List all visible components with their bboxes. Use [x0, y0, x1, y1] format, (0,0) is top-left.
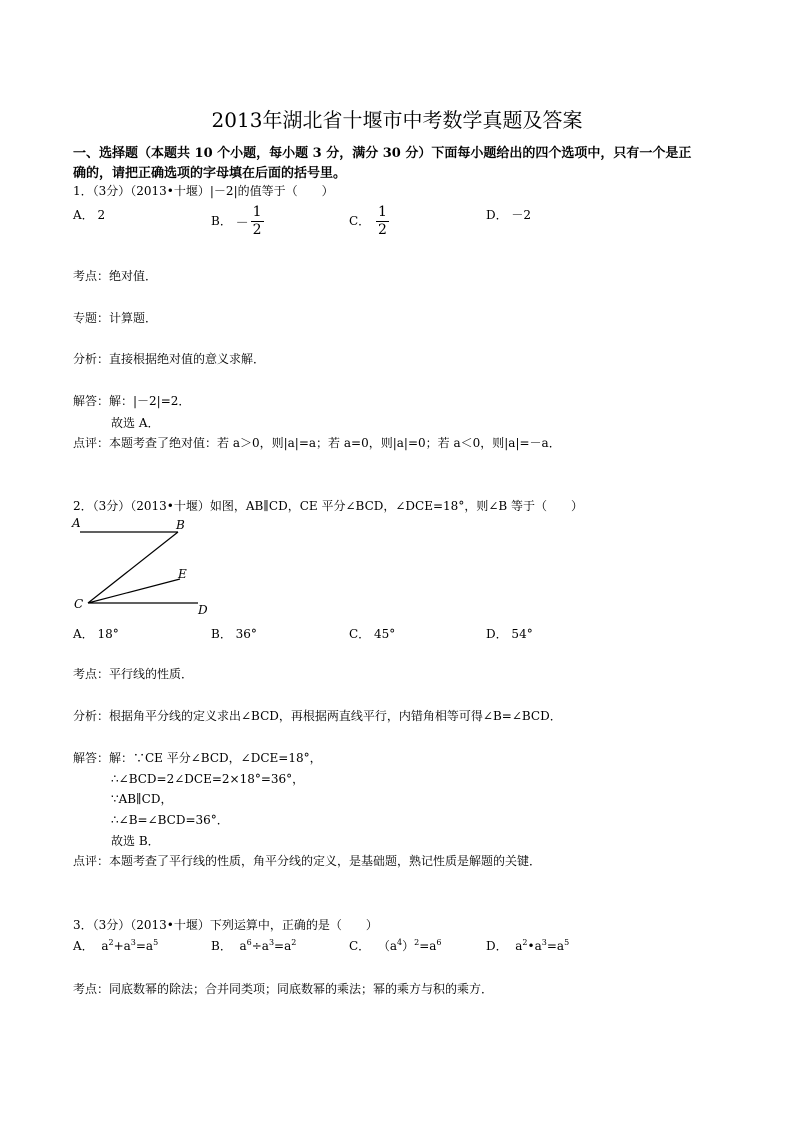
q3-c-base3: =a [419, 939, 437, 953]
section-intro-line2: 确的，请把正确选项的字母填在后面的括号里。 [73, 166, 347, 181]
q2-fenxi: 分析：根据角平分线的定义求出∠BCD，再根据两直线平行，内错角相等可得∠B=∠BCD． [73, 709, 562, 723]
q3-c-base1: （a [377, 939, 397, 953]
q2-kaodian: 考点：平行线的性质． [73, 667, 194, 681]
q3-b-exp3: 2 [291, 938, 297, 947]
q3-stem: 3．（3分）（2013•十堰）下列运算中，正确的是（ ） [73, 918, 378, 932]
q2-jieda-line1: 解答：解：∵CE 平分∠BCD，∠DCE=18°， [73, 751, 322, 765]
q1-stem: 1．（3分）（2013•十堰）|－2|的值等于（ ） [73, 184, 334, 198]
q3-a-exp2: 3 [130, 938, 136, 947]
q3-b-exp1: 6 [246, 938, 252, 947]
q3-b-base2: ÷a [251, 939, 269, 953]
point-label-a: A [72, 516, 81, 530]
q3-c-exp2: 2 [414, 938, 420, 947]
q3-c-exp1: 4 [396, 938, 403, 947]
q1-option-c-denominator: 2 [378, 222, 387, 238]
q2-jieda-line5: 故选 B． [111, 834, 160, 848]
q2-jieda-line2: ∴∠BCD=2∠DCE=2×18°=36°， [111, 772, 305, 786]
page-title: 2013年湖北省十堰市中考数学真题及答案 [211, 108, 583, 132]
q3-option-d-label: D． [486, 939, 508, 953]
q1-option-b-fraction [251, 204, 264, 239]
segment-bc [88, 532, 178, 603]
q3-a-base1: a [101, 939, 109, 953]
q2-jieda-line3: ∵AB∥CD， [111, 792, 173, 806]
q1-jieda-line1: 解答：解：|－2|=2． [73, 394, 191, 408]
q1-option-c-numerator: 1 [378, 204, 387, 220]
point-label-e: E [178, 567, 187, 581]
q2-option-a: A． 18° [73, 627, 119, 641]
q3-d-exp3: 5 [564, 938, 570, 947]
q3-d-base2: •a [527, 939, 542, 953]
q3-d-base3: =a [546, 939, 565, 953]
q1-option-d: D． －2 [486, 208, 532, 222]
q2-option-b: B． 36° [211, 627, 257, 641]
q2-option-c: C． 45° [349, 627, 396, 641]
point-label-b: B [176, 518, 185, 532]
q1-zhuanti: 专题：计算题． [73, 311, 158, 325]
q3-option-a-label: A． [73, 939, 94, 953]
q3-option-a [73, 937, 158, 954]
q1-kaodian: 考点：绝对值． [73, 269, 158, 283]
q3-d-exp1: 2 [522, 938, 528, 947]
q3-c-paren: ） [402, 939, 415, 953]
q3-b-base1: a [239, 939, 247, 953]
q1-jieda-line2: 故选 A． [111, 416, 160, 430]
q3-c-exp3: 6 [436, 938, 442, 947]
q1-option-b-sign: － [235, 216, 249, 231]
q3-d-base1: a [515, 939, 523, 953]
q1-option-c-fraction [376, 204, 389, 239]
q3-option-c-label: C． [349, 939, 371, 953]
q3-option-d [486, 937, 569, 954]
q3-a-base2: +a [113, 939, 131, 953]
q1-fenxi: 分析：直接根据绝对值的意义求解． [73, 352, 266, 366]
q2-parallel-lines-figure [68, 512, 218, 618]
q2-dianping: 点评：本题考查了平行线的性质，角平分线的定义，是基础题，熟记性质是解题的关键． [73, 854, 542, 868]
q3-option-b-label: B． [211, 939, 232, 953]
q2-stem: 2．（3分）（2013•十堰）如图，AB∥CD，CE 平分∠BCD，∠DCE=18°，则∠B 等于（ ） [73, 499, 584, 513]
q2-option-d: D． 54° [486, 627, 533, 641]
q3-d-exp2: 3 [541, 938, 547, 947]
q3-b-base3: =a [274, 939, 292, 953]
q3-a-exp3: 5 [153, 938, 159, 947]
segment-ce [88, 579, 180, 603]
q1-option-c [349, 204, 389, 239]
q1-option-c-label: C． [349, 214, 371, 228]
q3-a-exp1: 2 [108, 938, 114, 947]
q1-option-b [211, 204, 264, 239]
point-label-c: C [74, 597, 84, 611]
q3-b-exp2: 3 [268, 938, 275, 947]
q2-jieda-line4: ∴∠B=∠BCD=36°． [111, 813, 229, 827]
section-intro-line1: 一、选择题（本题共 10 个小题，每小题 3 分，满分 30 分）下面每小题给出的四个选项中，只有一个是正 [73, 146, 692, 161]
q1-dianping: 点评：本题考查了绝对值：若 a＞0，则|a|=a；若 a=0，则|a|=0；若 a＜0，则|a|=－a． [73, 436, 561, 450]
q3-kaodian: 考点：同底数幂的除法；合并同类项；同底数幂的乘法；幂的乘方与积的乘方． [73, 982, 494, 996]
q3-option-b [211, 937, 296, 954]
point-label-d: D [198, 603, 208, 617]
q1-option-b-numerator: 1 [252, 204, 262, 220]
q1-option-b-denominator: 2 [252, 222, 262, 238]
q3-a-base3: =a [135, 939, 154, 953]
q1-option-b-label: B． [211, 214, 232, 228]
q3-option-c [349, 937, 442, 954]
q1-option-a: A． 2 [73, 208, 106, 222]
